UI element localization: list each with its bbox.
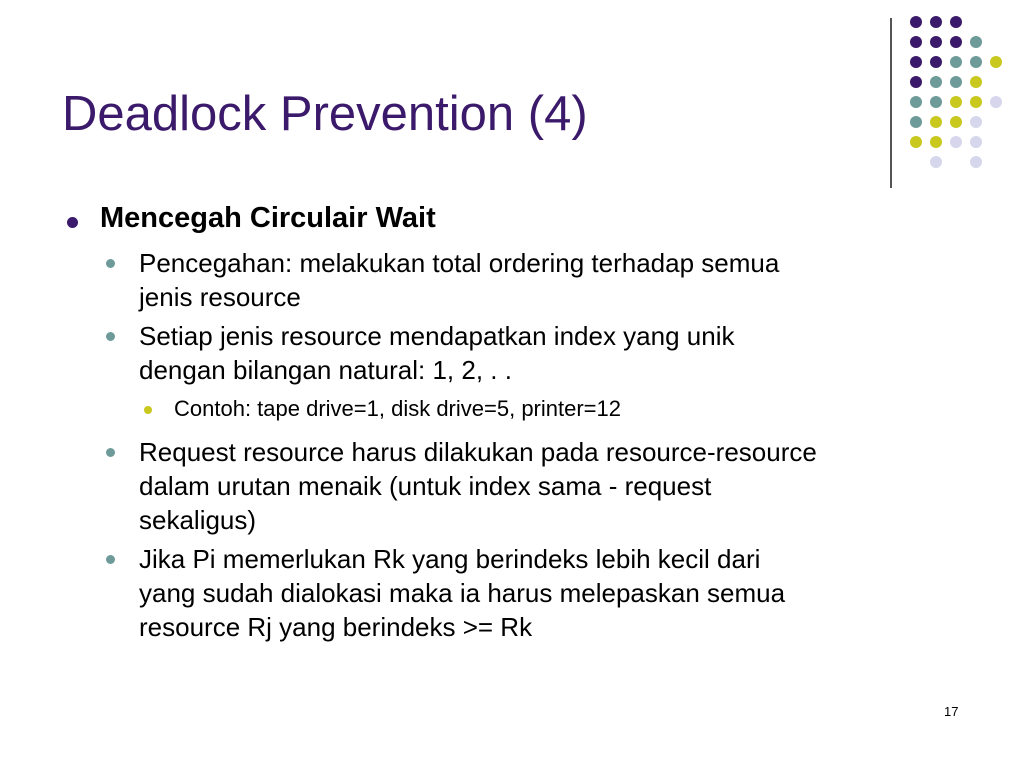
bullet-item-text: Jika Pi memerlukan Rk yang berindeks lebih kecil dari (139, 544, 761, 574)
decorative-dot (950, 96, 962, 108)
decorative-dot (930, 136, 942, 148)
decorative-dot (910, 16, 922, 28)
decorative-dot (990, 96, 1002, 108)
bullet-dot-level2 (106, 555, 115, 564)
decorative-dot (950, 16, 962, 28)
bullet-dot-level1 (67, 217, 78, 228)
bullet-item-text: jenis resource (139, 282, 301, 312)
decorative-dot (930, 76, 942, 88)
decorative-dot (950, 36, 962, 48)
bullet-item-text: Setiap jenis resource mendapatkan index yang unik (139, 321, 735, 351)
slide-title: Deadlock Prevention (4) (62, 87, 588, 141)
bullet-dot-level3 (144, 406, 152, 414)
bullet-dot-level2 (106, 332, 115, 341)
decorative-dot (910, 96, 922, 108)
decorative-dot (950, 116, 962, 128)
decorative-dot (970, 56, 982, 68)
decorative-dot (970, 36, 982, 48)
decorative-dot (930, 56, 942, 68)
decorative-dot (910, 116, 922, 128)
decorative-dot-grid (902, 8, 1012, 178)
decorative-dot (990, 56, 1002, 68)
decorative-dot (950, 136, 962, 148)
bullet-subitem-text: Contoh: tape drive=1, disk drive=5, printer=12 (174, 396, 621, 421)
decorative-dot (930, 96, 942, 108)
decorative-dot (930, 16, 942, 28)
decorative-dot (970, 136, 982, 148)
decorative-dot (910, 56, 922, 68)
decorative-dot (930, 36, 942, 48)
bullet-item-text: dengan bilangan natural: 1, 2, . . (139, 355, 512, 385)
bullet-dot-level2 (106, 259, 115, 268)
bullet-dot-level2 (106, 448, 115, 457)
decorative-dot (950, 76, 962, 88)
bullet-item-text: sekaligus) (139, 505, 257, 535)
bullet-heading: Mencegah Circulair Wait (100, 202, 436, 234)
bullet-item-text: Pencegahan: melakukan total ordering terhadap semua (139, 248, 780, 278)
decorative-dot (950, 56, 962, 68)
decorative-dot (910, 136, 922, 148)
decorative-dot (970, 76, 982, 88)
page-number: 17 (944, 704, 959, 719)
bullet-item-text: yang sudah dialokasi maka ia harus melepaskan semua (139, 578, 786, 608)
bullet-item-text: dalam urutan menaik (untuk index sama - request (139, 471, 712, 501)
decorative-dot (930, 116, 942, 128)
decorative-dot (970, 156, 982, 168)
decorative-dot (970, 116, 982, 128)
bullet-item-text: resource Rj yang berindeks >= Rk (139, 612, 533, 642)
bullet-item-text: Request resource harus dilakukan pada resource-resource (139, 437, 817, 467)
decorative-dot (970, 96, 982, 108)
title-divider-line (890, 18, 892, 188)
decorative-dot (930, 156, 942, 168)
decorative-dot (910, 76, 922, 88)
decorative-dot (910, 36, 922, 48)
